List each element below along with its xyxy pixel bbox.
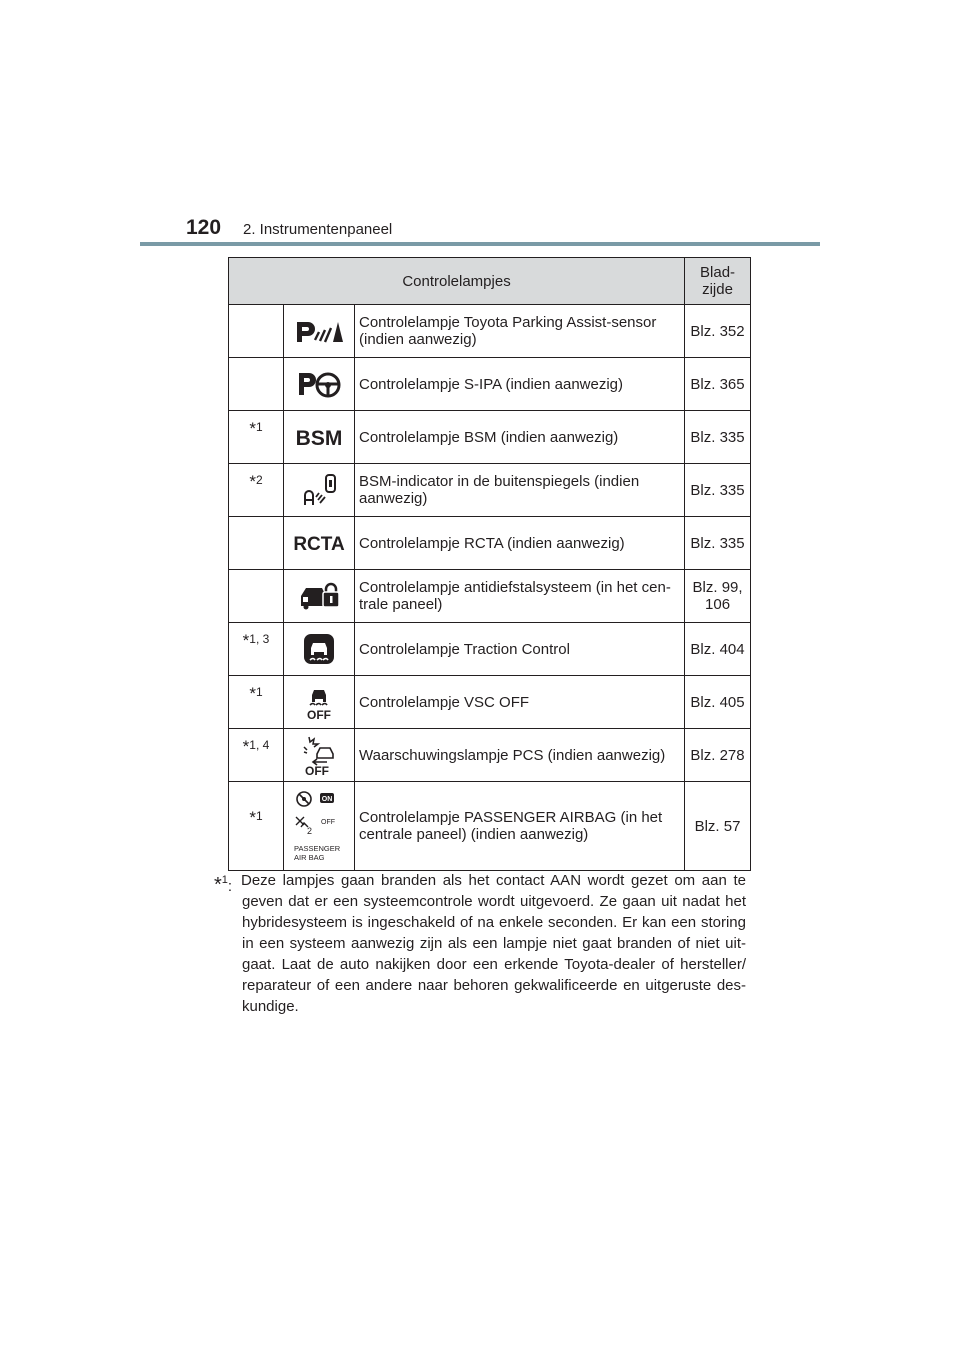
note-number: 2 bbox=[255, 473, 263, 487]
row-page-ref: Blz. 335 bbox=[685, 517, 751, 570]
row-note bbox=[229, 782, 284, 871]
bsm-icon bbox=[293, 424, 345, 450]
row-note bbox=[229, 305, 284, 358]
airbag-label-1: PASSENGER bbox=[294, 844, 341, 853]
airbag-label-2: AIR BAG bbox=[294, 853, 325, 862]
row-description: Controlelampje Traction Control bbox=[355, 623, 685, 676]
row-icon-cell bbox=[284, 782, 355, 871]
passenger-airbag-icon bbox=[292, 789, 346, 863]
column-header-lamps: Controlelampjes bbox=[229, 258, 685, 305]
row-icon-cell bbox=[284, 570, 355, 623]
note-mark bbox=[249, 472, 262, 492]
row-page-ref: Blz. 335 bbox=[685, 411, 751, 464]
page-number: 120 bbox=[186, 216, 222, 239]
s-ipa-icon bbox=[295, 369, 343, 399]
row-page-ref: Blz. 365 bbox=[685, 358, 751, 411]
traction-control-icon bbox=[303, 633, 335, 665]
table-row bbox=[229, 623, 751, 676]
row-icon-cell bbox=[284, 411, 355, 464]
row-page-ref: Blz. 335 bbox=[685, 464, 751, 517]
table-row bbox=[229, 570, 751, 623]
note-star: * bbox=[249, 419, 256, 438]
indicator-table bbox=[228, 257, 751, 871]
rcta-icon-text: RCTA bbox=[293, 534, 345, 555]
row-page-ref: Blz. 99, 106 bbox=[685, 570, 751, 623]
row-description: Controlelampje VSC OFF bbox=[355, 676, 685, 729]
footnote bbox=[214, 870, 746, 1017]
note-star: * bbox=[249, 472, 256, 491]
table-row bbox=[229, 782, 751, 871]
row-page-ref: Blz. 352 bbox=[685, 305, 751, 358]
column-header-page-line: Blad- bbox=[700, 264, 736, 281]
row-note bbox=[229, 358, 284, 411]
row-note bbox=[229, 729, 284, 782]
note-number: 1, 4 bbox=[249, 738, 270, 752]
row-icon-cell bbox=[284, 464, 355, 517]
row-icon-cell bbox=[284, 676, 355, 729]
table-row bbox=[229, 676, 751, 729]
footnote-mark: *$^1$: bbox=[214, 874, 233, 896]
row-note bbox=[229, 570, 284, 623]
row-description: Controlelampje PASSENGER AIRBAG (in het centrale paneel) (indien aanwezig) bbox=[355, 782, 685, 871]
row-page-ref: Blz. 405 bbox=[685, 676, 751, 729]
note-mark bbox=[249, 684, 262, 704]
row-description: Controlelampje RCTA (indien aanwezig) bbox=[355, 517, 685, 570]
table-header-row bbox=[229, 258, 751, 305]
anti-theft-icon bbox=[299, 582, 339, 610]
row-description: Controlelampje S-IPA (indien aanwezig) bbox=[355, 358, 685, 411]
note-mark bbox=[243, 631, 270, 651]
row-description: Controlelampje antidiefstalsysteem (in het cen-trale paneel) bbox=[355, 570, 685, 623]
note-star: * bbox=[249, 684, 256, 703]
note-mark bbox=[243, 737, 270, 757]
row-description: Controlelampje Toyota Parking Assist-sensor (indien aanwezig) bbox=[355, 305, 685, 358]
row-page-ref: Blz. 57 bbox=[685, 782, 751, 871]
parking-assist-sensor-icon bbox=[295, 316, 343, 346]
row-description: BSM-indicator in de buitenspiegels (indien aanwezig) bbox=[355, 464, 685, 517]
row-note bbox=[229, 464, 284, 517]
pcs-off-text: OFF bbox=[305, 764, 329, 776]
svg-text:2: 2 bbox=[307, 826, 313, 836]
column-header-page bbox=[685, 258, 751, 305]
note-number: 1 bbox=[255, 420, 263, 434]
row-icon-cell bbox=[284, 729, 355, 782]
rcta-icon bbox=[291, 530, 347, 556]
airbag-off-text: OFF bbox=[321, 819, 335, 826]
note-mark bbox=[249, 808, 262, 828]
row-description: Waarschuwingslampje PCS (indien aanwezig) bbox=[355, 729, 685, 782]
table-row bbox=[229, 358, 751, 411]
header-rule bbox=[140, 242, 820, 246]
row-icon-cell bbox=[284, 305, 355, 358]
table-row bbox=[229, 411, 751, 464]
row-icon-cell bbox=[284, 623, 355, 676]
row-note bbox=[229, 517, 284, 570]
row-note bbox=[229, 676, 284, 729]
row-note bbox=[229, 411, 284, 464]
table-row bbox=[229, 305, 751, 358]
note-star: * bbox=[242, 631, 250, 650]
airbag-on-text: ON bbox=[321, 796, 333, 803]
bsm-icon-text: BSM bbox=[295, 427, 343, 450]
row-note bbox=[229, 623, 284, 676]
row-icon-cell bbox=[284, 358, 355, 411]
vsc-off-text: OFF bbox=[307, 708, 331, 721]
note-mark bbox=[249, 419, 262, 439]
note-star: * bbox=[249, 808, 256, 827]
note-number: 1 bbox=[255, 809, 263, 823]
column-header-page-line: zijde bbox=[702, 281, 733, 298]
footnote-text: Deze lampjes gaan branden als het contact AAN wordt gezet om aan te geven dat er een systeemcontrole wordt uitgevoerd. Ze gaan uit nadat het hybridesysteem is ingeschakeld of na enkele seconden. Er kan een storing in een systeem aanwezig zijn als een lampje niet gaat branden of niet uit-gaat. Laat de auto nakijken door een erkende Toyota-dealer of hersteller/ reparateur of een andere naar behoren gekwalificeerde en uitgeruste des-kundige. bbox=[241, 872, 746, 1015]
row-page-ref: Blz. 278 bbox=[685, 729, 751, 782]
note-number: 1 bbox=[255, 685, 263, 699]
table-row bbox=[229, 517, 751, 570]
table-row bbox=[229, 464, 751, 517]
row-description: Controlelampje BSM (indien aanwezig) bbox=[355, 411, 685, 464]
note-number: 1, 3 bbox=[249, 632, 270, 646]
bsm-mirror-indicator-icon bbox=[299, 473, 339, 507]
vsc-off-icon bbox=[301, 683, 337, 721]
chapter-title: 2. Instrumentenpaneel bbox=[243, 221, 393, 238]
row-icon-cell bbox=[284, 517, 355, 570]
note-star: * bbox=[242, 737, 250, 756]
row-page-ref: Blz. 404 bbox=[685, 623, 751, 676]
table-row bbox=[229, 729, 751, 782]
pcs-warning-icon bbox=[299, 734, 339, 776]
